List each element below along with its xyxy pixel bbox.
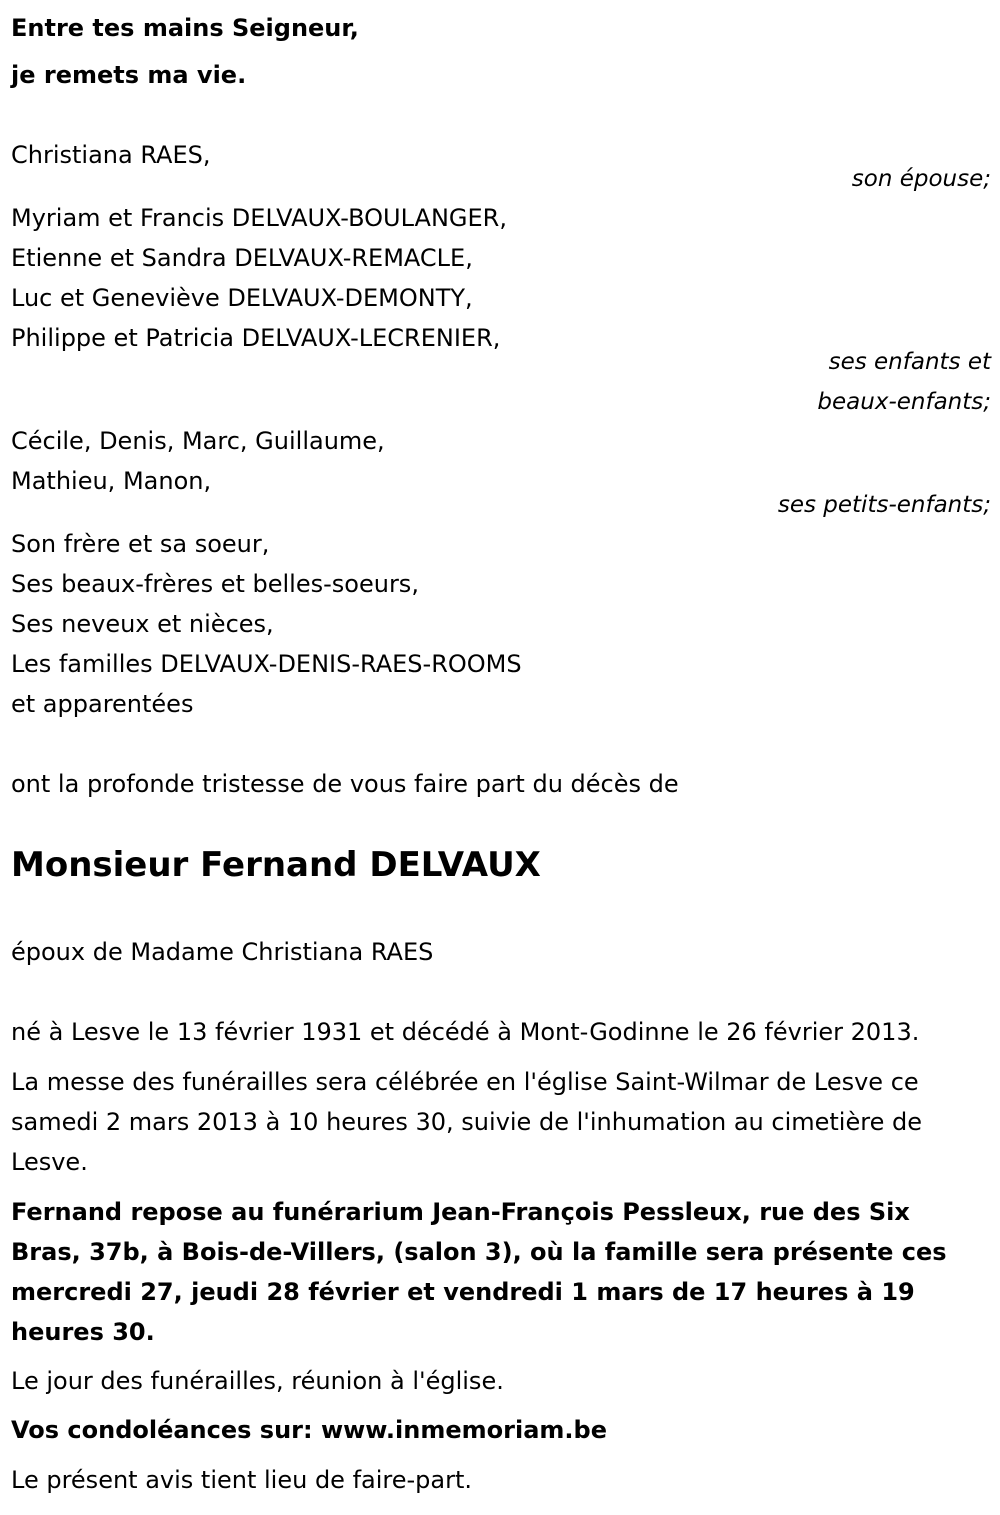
announcement: ont la profonde tristesse de vous faire part du décès de xyxy=(11,770,679,798)
child-line-2: Etienne et Sandra DELVAUX-REMACLE, xyxy=(11,244,473,272)
family-line-4: Les familles DELVAUX-DENIS-RAES-ROOMS xyxy=(11,650,522,678)
family-line-3: Ses neveux et nièces, xyxy=(11,610,274,638)
grandchildren-line-2: Mathieu, Manon, xyxy=(11,467,212,495)
children-role-line-1: ses enfants et xyxy=(828,349,991,375)
condolences-line: Vos condoléances sur: www.inmemoriam.be xyxy=(11,1416,607,1444)
child-line-3: Luc et Geneviève DELVAUX-DEMONTY, xyxy=(11,284,473,312)
visitation-paragraph: Fernand repose au funérarium Jean-François Pessleux, rue des Six Bras, 37b, à Bois-de-Villers, (salon 3), où la famille sera présente ces mercredi 27, jeudi 28 février et vendredi 1 mars de 17 heures à 19 heures 30. xyxy=(11,1198,947,1346)
funeral-mass-paragraph: La messe des funérailles sera célébrée en l'église Saint-Wilmar de Lesve ce samedi 2 mars 2013 à 10 heures 30, suivie de l'inhumation au cimetière de Lesve. xyxy=(11,1068,922,1176)
child-line-4: Philippe et Patricia DELVAUX-LECRENIER, xyxy=(11,324,501,352)
family-line-5: et apparentées xyxy=(11,690,194,718)
spouse-role: son épouse; xyxy=(851,166,991,192)
spouse-name: Christiana RAES, xyxy=(11,141,211,169)
family-line-2: Ses beaux-frères et belles-soeurs, xyxy=(11,570,419,598)
verse-line-1: Entre tes mains Seigneur, xyxy=(11,14,359,42)
spouse-of: époux de Madame Christiana RAES xyxy=(11,938,434,966)
family-line-1: Son frère et sa soeur, xyxy=(11,530,270,558)
grandchildren-role: ses petits-enfants; xyxy=(777,492,991,518)
verse-line-2: je remets ma vie. xyxy=(11,61,247,89)
deceased-name: Monsieur Fernand DELVAUX xyxy=(11,845,541,885)
children-role-line-2: beaux-enfants; xyxy=(817,389,991,415)
meeting-line: Le jour des funérailles, réunion à l'église. xyxy=(11,1367,504,1395)
child-line-1: Myriam et Francis DELVAUX-BOULANGER, xyxy=(11,204,507,232)
grandchildren-line-1: Cécile, Denis, Marc, Guillaume, xyxy=(11,427,385,455)
notice-line: Le présent avis tient lieu de faire-part. xyxy=(11,1466,473,1494)
birth-death-dates: né à Lesve le 13 février 1931 et décédé à Mont-Godinne le 26 février 2013. xyxy=(11,1018,920,1046)
